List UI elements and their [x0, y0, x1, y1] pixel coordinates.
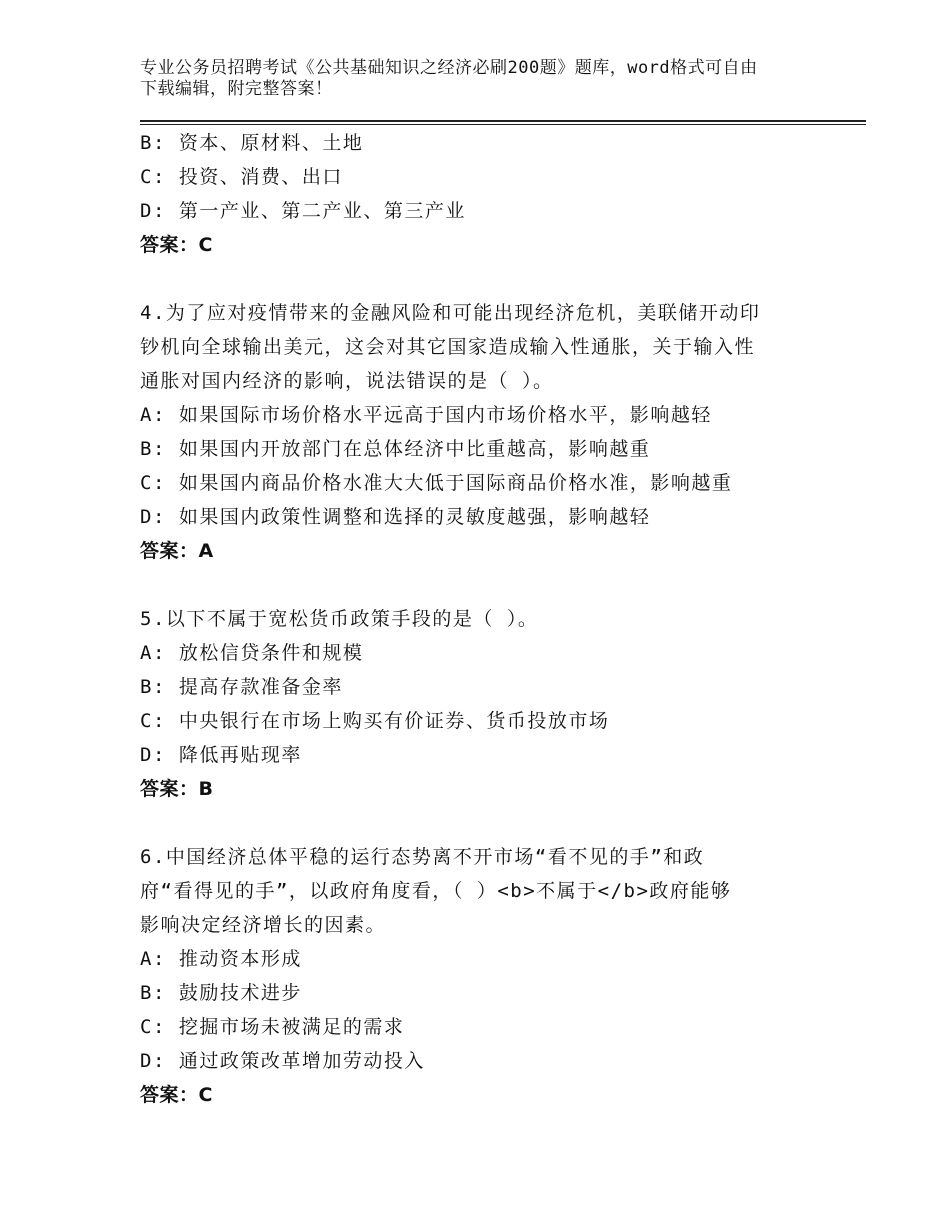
header-rule-thick: [140, 120, 866, 122]
page-header: [140, 58, 820, 100]
question-6: [140, 840, 820, 1112]
option-d: D: 如果国内政策性调整和选择的灵敏度越强，影响越轻: [140, 506, 651, 528]
answer: 答案：C: [140, 234, 213, 256]
option-c: C: 挖掘市场未被满足的需求: [140, 1016, 405, 1038]
option-b: B: 如果国内开放部门在总体经济中比重越高，影响越重: [140, 438, 651, 460]
spacer: [140, 806, 820, 840]
option-c: C: 中央银行在市场上购买有价证券、货币投放市场: [140, 710, 610, 732]
option-a: A: 放松信贷条件和规模: [140, 642, 364, 664]
header-line-1: 专业公务员招聘考试《公共基础知识之经济必刷200题》题库，word格式可自由: [140, 58, 758, 78]
question-stem-line: 府“看得见的手”，以政府角度看，（ ）<b>不属于</b>政府能够: [140, 880, 732, 902]
answer: 答案：A: [140, 540, 214, 562]
option-c: C: 投资、消费、出口: [140, 166, 343, 188]
question-stem-line: 5.以下不属于宽松货币政策手段的是（ ）。: [140, 608, 539, 630]
question-stem-line: 通胀对国内经济的影响，说法错误的是（ ）。: [140, 370, 554, 392]
question-5: [140, 602, 820, 806]
question-3: [140, 126, 820, 262]
option-d: D: 降低再贴现率: [140, 744, 302, 766]
option-b: B: 资本、原材料、土地: [140, 132, 364, 154]
header-line-2: 下载编辑，附完整答案！: [140, 79, 333, 99]
option-b: B: 提高存款准备金率: [140, 676, 343, 698]
spacer: [140, 568, 820, 602]
question-stem-line: 影响决定经济增长的因素。: [140, 914, 387, 936]
question-stem-line: 4.为了应对疫情带来的金融风险和可能出现经济危机，美联储开动印: [140, 302, 761, 324]
option-c: C: 如果国内商品价格水准大大低于国际商品价格水准，影响越重: [140, 472, 733, 494]
option-d: D: 第一产业、第二产业、第三产业: [140, 200, 466, 222]
question-4: [140, 296, 820, 568]
answer: 答案：B: [140, 778, 214, 800]
question-stem-line: 6.中国经济总体平稳的运行态势离不开市场“看不见的手”和政: [140, 846, 705, 868]
header-rule-thin: [140, 124, 866, 125]
question-content: [140, 126, 820, 1112]
option-d: D: 通过政策改革增加劳动投入: [140, 1050, 425, 1072]
question-stem-line: 钞机向全球输出美元，这会对其它国家造成输入性通胀，关于输入性: [140, 336, 756, 358]
option-a: A: 推动资本形成: [140, 948, 302, 970]
option-a: A: 如果国际市场价格水平远高于国内市场价格水平，影响越轻: [140, 404, 712, 426]
answer: 答案：C: [140, 1084, 213, 1106]
option-b: B: 鼓励技术进步: [140, 982, 302, 1004]
spacer: [140, 262, 820, 296]
